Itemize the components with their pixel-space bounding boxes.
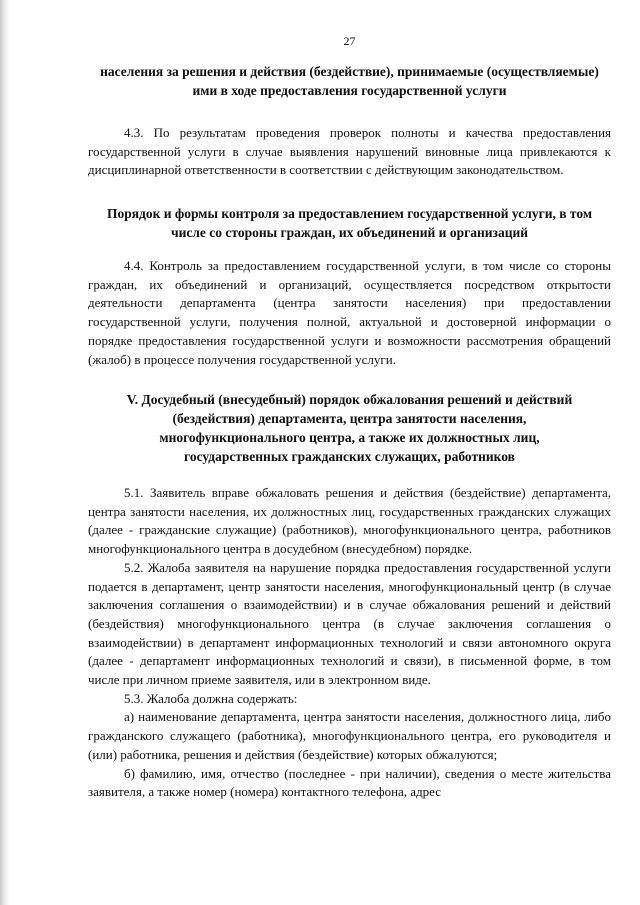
chapter-v-heading: V. Досудебный (внесудебный) порядок обжалования решений и действий (бездействия) департамента, центра занятости населения, многофункционального центра, а также их должностных лиц, государственных гражданских служащих, работников	[126, 392, 573, 464]
paragraph-5-3-b: б) фамилию, имя, отчество (последнее - при наличии), сведения о месте жительства заявителя, а также номер (номера) контактного телефона, адрес	[88, 765, 611, 800]
paragraph-4-4: 4.4. Контроль за предоставлением государственной услуги, в том числе со стороны граждан, их объединений и организаций, осуществляется посредством открытости деятельности департамента (центра занятости населения) при предоставлении государственной услуги, получения полной, актуальной и достоверной информации о порядке предоставления государственной услуги и возможности рассмотрения обращений (жалоб) в процессе получения государственной услуги.	[88, 258, 611, 367]
paragraph-5-2: 5.2. Жалоба заявителя на нарушение порядка предоставления государственной услуги подается в департамент, центр занятости населения, многофункциональный центр (в случае заключения соглашения о взаимодействии) и в случае обжалования решений и действий (бездействия) многофункционального центра (в случае заключения соглашения о взаимодействии) в департамент информационных технологий и связи автономного округа (далее - департамент информационных технологий и связи), в письменной форме, в том числе при личном приеме заявителя, или в электронном виде.	[88, 559, 611, 688]
paragraph-5-1: 5.1. Заявитель вправе обжаловать решения и действия (бездействие) департамента, центра занятости населения, их должностных лиц, государственных гражданских служащих (далее - гражданские служащие) (работников), многофункционального центра, работников многофункционального центра в досудебном (внесудебном) порядке.	[88, 485, 611, 557]
section-heading: населения за решения и действия (бездействие), принимаемые (осуществляемые) ими в ходе предоставления государственной услуги	[100, 64, 599, 98]
paragraph-5-3: 5.3. Жалоба должна содержать:	[124, 690, 298, 706]
section-4-3	[88, 62, 611, 180]
section-heading: Порядок и формы контроля за предоставлением государственной услуги, в том числе со стороны граждан, их объединений и организаций	[106, 206, 593, 240]
paragraph-4-3: 4.3. По результатам проведения проверок полноты и качества предоставления государственной услуги в случае выявления нарушений виновные лица привлекаются к дисциплинарной ответственности в соответствии с действующим законодательством.	[88, 125, 611, 178]
section-4-4	[88, 204, 611, 369]
page-number: 27	[343, 34, 356, 48]
section-v	[88, 390, 611, 802]
scan-edge-shadow	[0, 0, 10, 905]
paragraph-5-3-a: а) наименование департамента, центра занятости населения, должностного лица, либо гражданского служащего (работника), многофункционального центра, его руководителя и (или) работника, решения и действия (бездействие) которых обжалуются;	[88, 709, 611, 762]
